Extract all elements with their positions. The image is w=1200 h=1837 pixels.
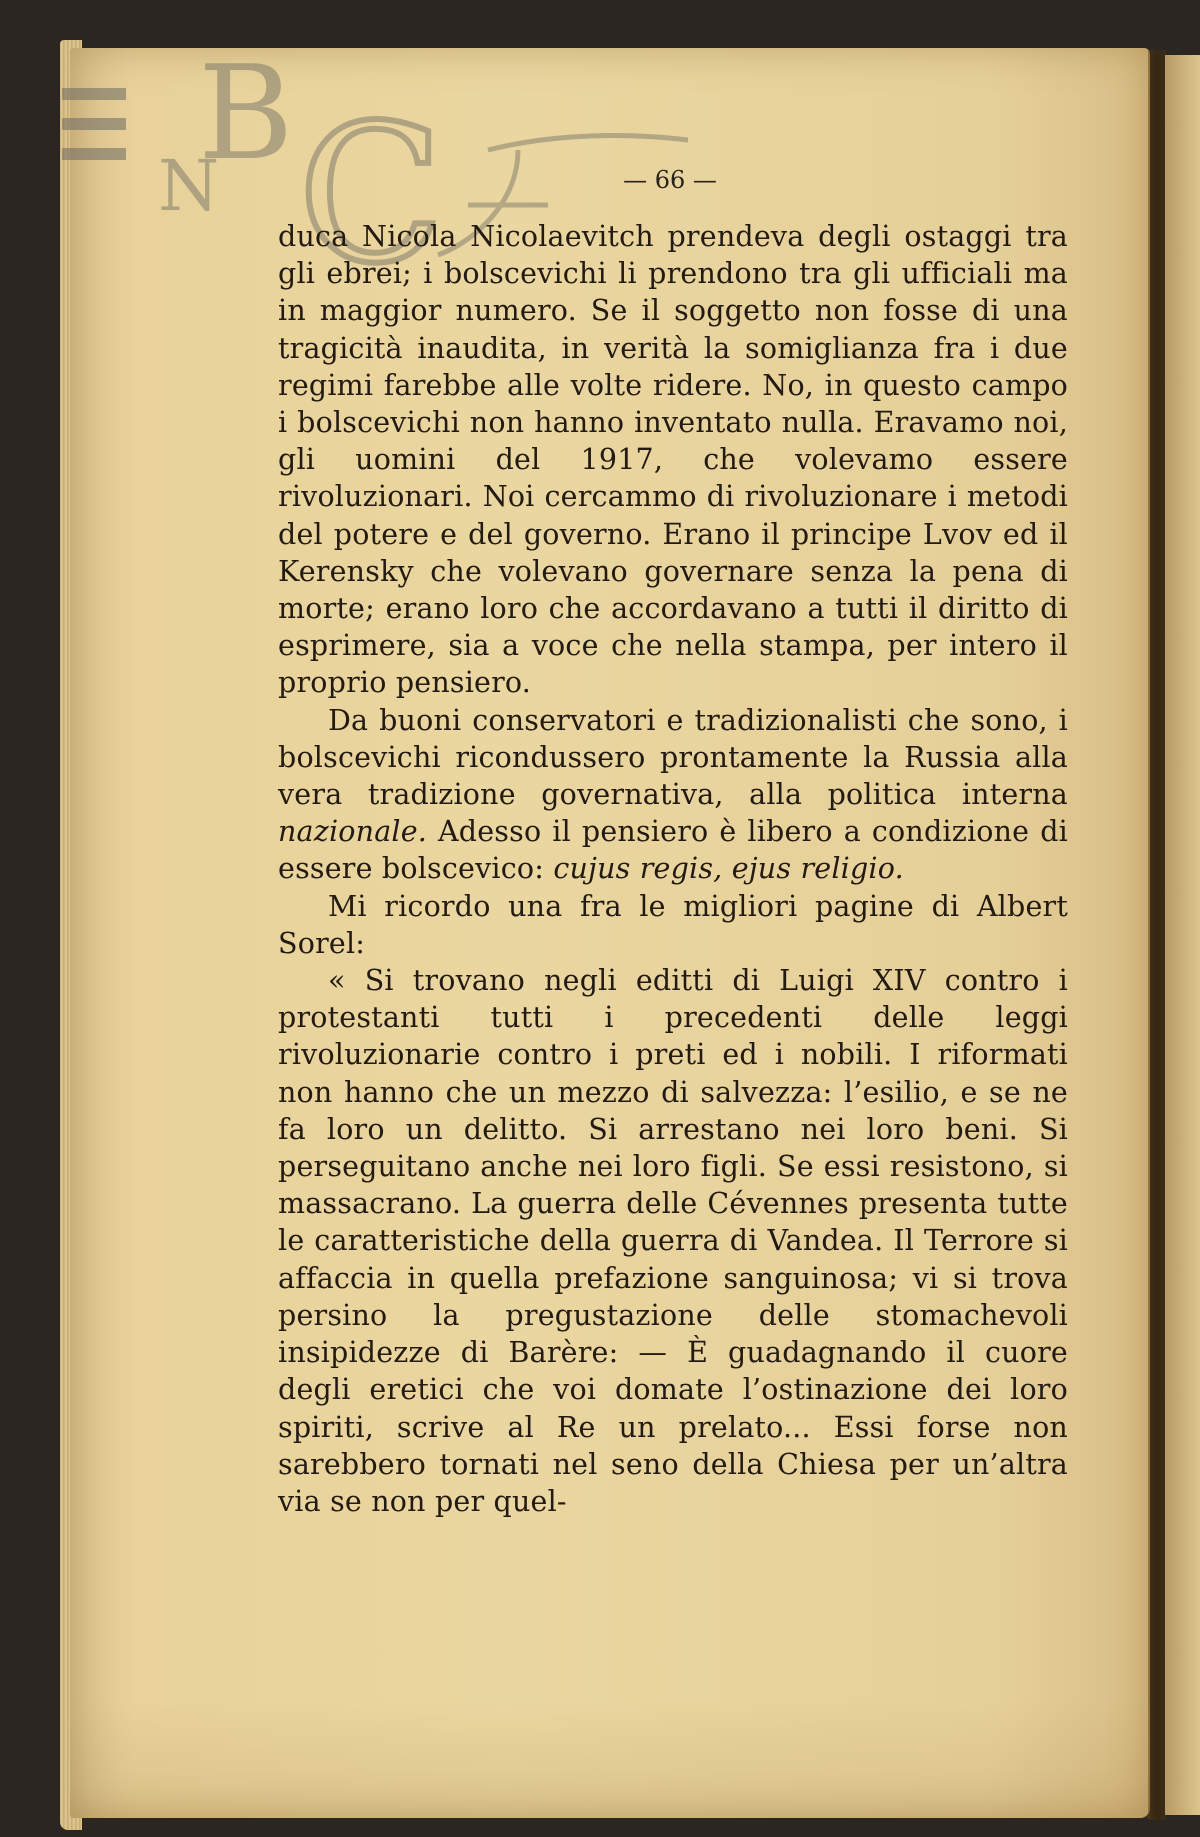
paragraph-2 <box>278 702 1068 888</box>
paragraph-4-quote: « Si trovano negli editti di Luigi XIV contro i protestanti tutti i precedenti delle leggi rivoluzionarie contro i preti ed i nobili. I riformati non hanno che un mezzo di salvezza: l’esilio, e se ne fa loro un delitto. Si arrestano nei loro beni. Si perseguitano anche nei loro figli. Se essi resistono, si massacrano. La guerra delle Cévennes presenta tutte le caratteristiche della guerra di Vandea. Il Terrore si affaccia in quella prefazione sanguinosa; vi si trova persino la pregustazione delle stomachevoli insipidezze di Barère: — È guadagnando il cuore degli eretici che voi domate l’ostinazione dei loro spiriti, scrive al Re un prelato... Essi forse non sarebbero tornati nel seno della Chiesa per un’altra via se non per quel- <box>278 964 1068 1518</box>
page-number: — 66 — <box>623 166 717 194</box>
paragraph-1: duca Nicola Nicolaevitch prendeva degli ostaggi tra gli ebrei; i bolscevichi li prendono tra gli ufficiali ma in maggior numero. Se il soggetto non fosse di una tragicità inaudita, in verità la somiglianza fra i due regimi farebbe alle volte ridere. No, in questo campo i bolscevichi non hanno inventato nulla. Eravamo noi, gli uomini del 1917, che volevamo essere rivoluzionari. Noi cercammo di rivoluzionare i metodi del potere e del governo. Erano il principe Lvov ed il Kerensky che volevano governare senza la pena di morte; erano loro che accordavano a tutti il diritto di esprimere, sia a voce che nella stampa, per intero il proprio pensiero. <box>278 220 1068 700</box>
paragraph-2-text-a: Da buoni conservatori e tradizionalisti che sono, i bolscevichi ricondussero prontamente la Russia alla vera tradizione governativa, alla politica interna <box>278 703 1068 812</box>
paragraph-2-text-b: Adesso il pensiero è libero a condizione di essere bolscevico: <box>278 815 1068 886</box>
body-text <box>278 218 1068 1520</box>
book-gutter <box>1148 50 1166 1820</box>
page-bottom-shading <box>70 1700 1150 1818</box>
svg-text:N: N <box>158 145 220 227</box>
facing-page-edge <box>1165 55 1200 1815</box>
paragraph-2-italic-b: cujus regis, ejus religio. <box>553 852 904 886</box>
svg-text:B: B <box>198 40 294 189</box>
library-stamp-letters: BNC F <box>48 40 51 41</box>
paragraph-2-italic-a: nazionale. <box>278 815 428 849</box>
svg-text:C: C <box>298 84 444 270</box>
paragraph-3: Mi ricordo una fra le migliori pagine di Albert Sorel: <box>278 889 1068 960</box>
